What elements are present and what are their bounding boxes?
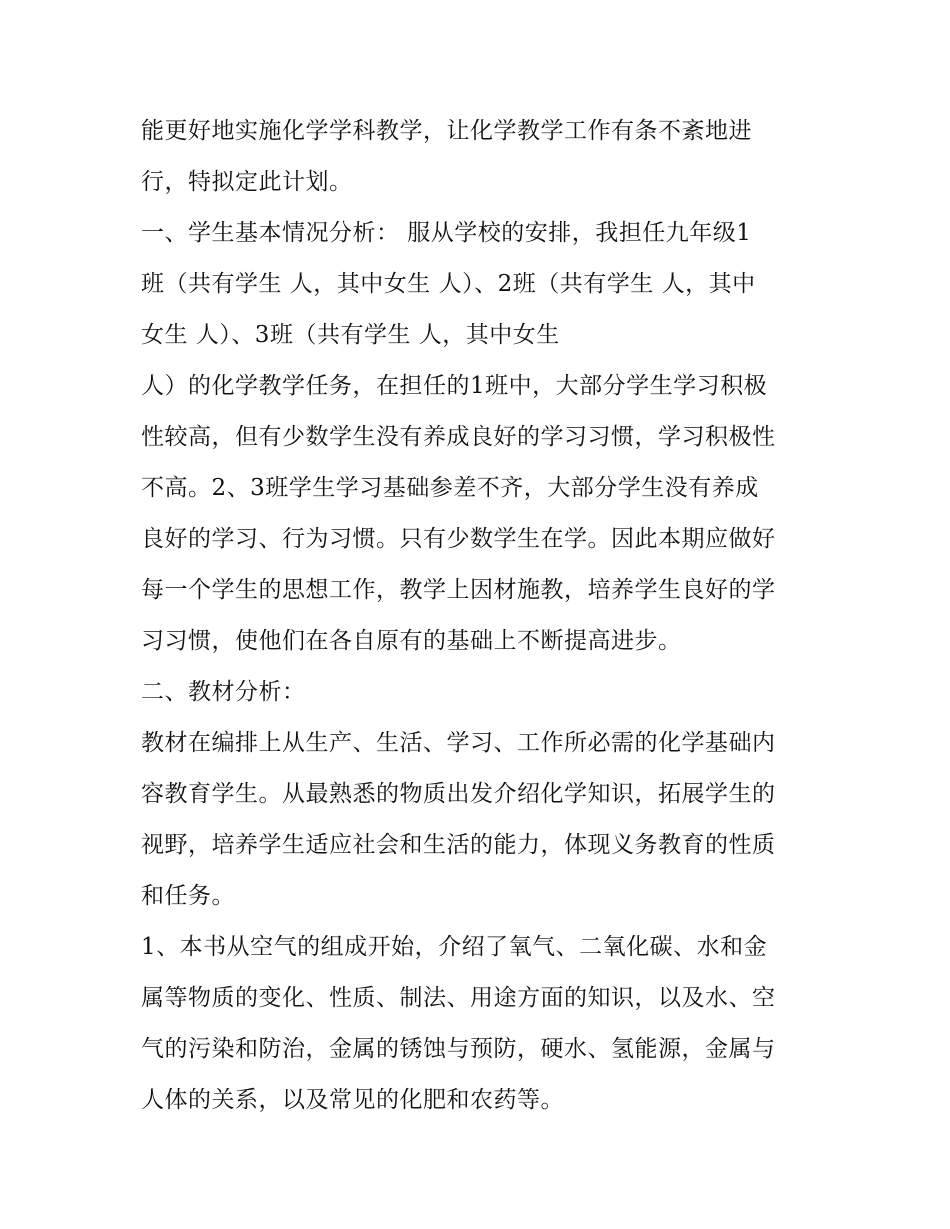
text-line: 和任务。 [141,883,235,909]
text-line: 习习惯，使他们在各自原有的基础上不断提高进步。 [141,628,682,654]
text-line: 班（共有学生 人，其中女生 人）、2班（共有学生 人，其中 [141,271,756,297]
text-line: 女生 人）、3班（共有学生 人，其中女生 [141,322,560,348]
text-line: 不高。2、3班学生学习基础参差不齐，大部分学生没有养成 [141,475,759,501]
text-line: 性较高，但有少数学生没有养成良好的学习习惯，学习积极性 [141,424,776,450]
text-line: 属等物质的变化、性质、制法、用途方面的知识，以及水、空 [141,985,776,1011]
section-heading-student-analysis: 一、学生基本情况分析： 服从学校的安排，我担任九年级1 [141,220,752,246]
text-line: 视野，培养学生适应社会和生活的能力，体现义务教育的性质 [141,832,776,858]
text-line: 良好的学习、行为习惯。只有少数学生在学。因此本期应做好 [141,526,776,552]
text-line: 人）的化学教学任务，在担任的1班中，大部分学生学习积极 [141,373,768,399]
document-body [141,106,821,1126]
text-line: 每一个学生的思想工作，教学上因材施教，培养学生良好的学 [141,577,776,603]
text-line: 气的污染和防治，金属的锈蚀与预防，硬水、氢能源，金属与 [141,1036,776,1062]
text-line: 容教育学生。从最熟悉的物质出发介绍化学知识，拓展学生的 [141,781,776,807]
text-line: 教材在编排上从生产、生活、学习、工作所必需的化学基础内 [141,730,776,756]
text-line: 能更好地实施化学学科教学，让化学教学工作有条不紊地进 [141,118,752,144]
list-item-1: 1、本书从空气的组成开始，介绍了氧气、二氧化碳、水和金 [141,934,768,960]
text-line: 人体的关系，以及常见的化肥和农药等。 [141,1087,564,1113]
text-line: 行，特拟定此计划。 [141,169,353,195]
section-heading-textbook-analysis: 二、教材分析： [141,679,306,705]
